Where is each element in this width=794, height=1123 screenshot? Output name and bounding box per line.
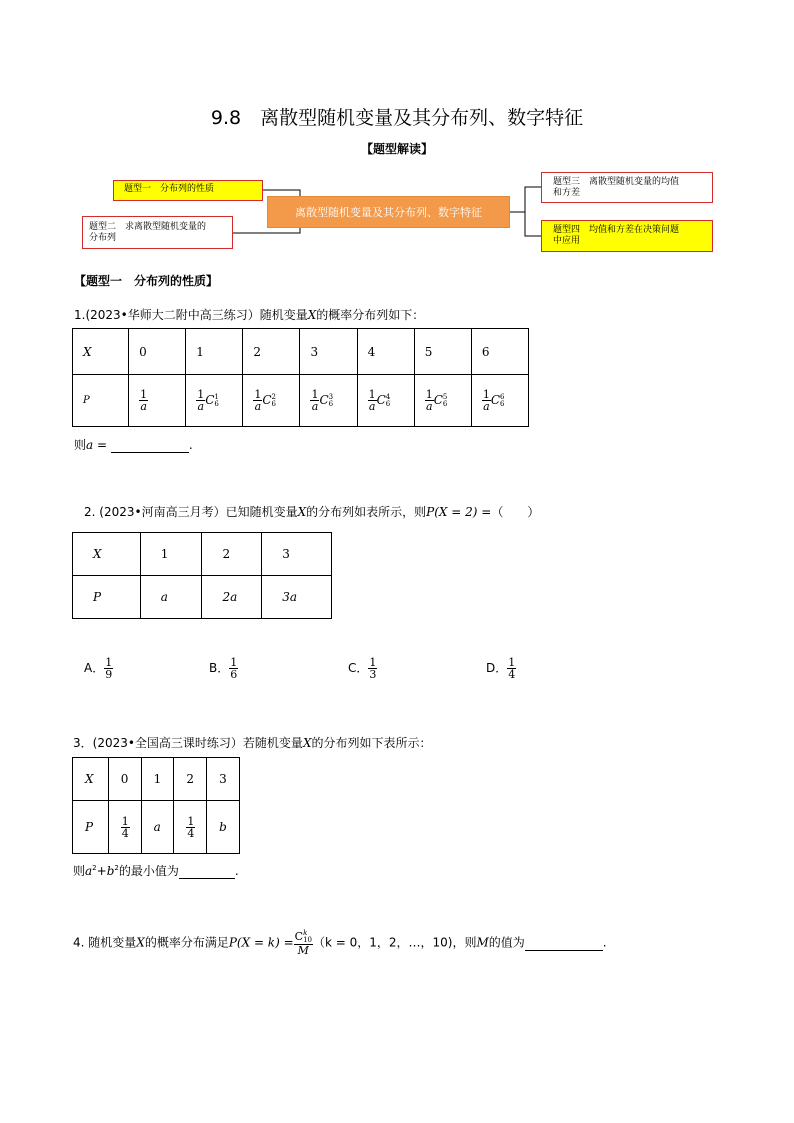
q3-x-3: 3 <box>207 758 240 801</box>
comb-sup: 5 <box>442 392 448 401</box>
mindmap-topic-4-line-2: 中应用 <box>553 236 581 246</box>
q3-answer-b: b <box>106 864 115 878</box>
q1-p-6 <box>471 375 528 427</box>
q4-range: （k = 0，1，2，…，10)，则 <box>312 935 477 950</box>
q4-expr: P(X = k) = <box>228 935 294 950</box>
comb-sub: 6 <box>385 399 391 408</box>
comb-sub: 6 <box>214 399 219 408</box>
q2-option-d-frac <box>507 657 516 680</box>
page-title: 9.8 离散型随机变量及其分布列、数字特征 <box>210 107 584 129</box>
q1-x-label: X <box>73 329 129 375</box>
comb-symbol: C <box>205 393 215 407</box>
q1-p-1 <box>186 375 243 427</box>
q1-x-3: 3 <box>300 329 357 375</box>
q2-option-a[interactable] <box>84 657 113 680</box>
frac-den: a <box>483 400 490 413</box>
mindmap-topic-3 <box>541 172 713 203</box>
q2-x-1: 2 <box>202 533 262 576</box>
frac-den: a <box>140 400 147 413</box>
q4-suffix: 的值为 <box>488 935 525 950</box>
mindmap-topic-4 <box>541 220 713 252</box>
mindmap-topic-1-text: 题型一 分布列的性质 <box>124 184 215 194</box>
q2-option-d[interactable] <box>486 657 516 680</box>
q1-stem <box>74 306 424 323</box>
comb-sup: 6 <box>500 392 505 401</box>
frac-den: a <box>254 400 262 413</box>
frac-num: 1 <box>187 814 195 828</box>
q2-option-b-label: B． <box>209 661 230 675</box>
comb-symbol: C <box>262 393 272 407</box>
frac-den: a <box>311 400 319 413</box>
q3-answer-blank[interactable] <box>179 864 235 879</box>
q3-x-2: 2 <box>174 758 207 801</box>
frac-num: 1 <box>254 388 262 401</box>
q1-x-4: 4 <box>357 329 414 375</box>
q4-frac-den: M <box>297 944 309 957</box>
q1-x-6: 6 <box>471 329 528 375</box>
comb-sub: 6 <box>442 399 448 408</box>
frac-num: 1 <box>121 814 129 828</box>
frac-num: 1 <box>425 388 433 401</box>
frac-num: 1 <box>508 656 516 669</box>
q3-answer-plus: + <box>96 864 107 878</box>
frac-den: 4 <box>121 826 129 840</box>
q2-option-b-frac <box>229 657 238 680</box>
comb-symbol: C <box>319 393 329 407</box>
q2-option-a-label: A． <box>84 661 105 675</box>
q3-x-label: X <box>73 758 109 801</box>
q1-x-1: 1 <box>186 329 243 375</box>
q1-var: X <box>307 308 317 322</box>
comb-sub: 6 <box>500 399 505 408</box>
mindmap-topic-2-line-1: 题型二 求离散型随机变量的 <box>89 222 207 232</box>
q3-prefix: 3．(2023•全国高三课时练习）若随机变量 <box>73 736 303 750</box>
q1-p-3 <box>300 375 357 427</box>
frac-num: 1 <box>311 388 319 401</box>
mindmap-topic-3-line-1: 题型三 离散型随机变量的均值 <box>553 177 680 187</box>
q3-answer-end: . <box>234 864 239 878</box>
q1-p-0-frac <box>139 389 148 412</box>
q3-row-x <box>73 758 240 801</box>
comb-sup: 2 <box>271 392 277 401</box>
frac-den: a <box>368 400 376 413</box>
q3-answer-a: a <box>85 864 93 878</box>
comb-sup: 4 <box>385 392 391 401</box>
q2-option-d-label: D． <box>486 661 508 675</box>
q3-answer-sup-a: 2 <box>92 864 97 872</box>
q2-suffix: （ ） <box>491 505 540 519</box>
q3-p-label: P <box>73 801 109 854</box>
q4-var: X <box>136 935 145 950</box>
comb-symbol: C <box>490 393 501 407</box>
comb-symbol: C <box>294 930 304 943</box>
comb-sub: 10 <box>303 936 312 944</box>
comb-sub: 6 <box>271 399 277 408</box>
q1-p-0 <box>129 375 186 427</box>
q3-suffix: 的分布列如下表所示： <box>311 736 432 750</box>
q1-p-1-frac <box>196 389 205 412</box>
comb-sup: 3 <box>328 392 334 401</box>
q3-p-0-frac <box>121 816 130 839</box>
section-heading: 【题型一 分布列的性质】 <box>74 274 219 288</box>
comb-indices <box>272 394 276 408</box>
q2-option-c[interactable] <box>348 657 377 680</box>
q1-answer-end: . <box>188 438 193 452</box>
frac-num: 1 <box>369 656 377 669</box>
q1-p-label: P <box>73 375 129 427</box>
q2-var: X <box>297 505 307 519</box>
q2-x-0: 1 <box>140 533 202 576</box>
q2-row-p <box>73 576 332 619</box>
comb-indices <box>443 394 447 408</box>
q2-row-x <box>73 533 332 576</box>
q1-row-p <box>73 375 529 427</box>
comb-symbol: C <box>433 393 443 407</box>
comb-indices <box>500 394 504 408</box>
q2-p-label: P <box>73 576 141 619</box>
q2-stem <box>84 503 539 520</box>
frac-num: 1 <box>482 388 490 401</box>
q1-p-5 <box>414 375 471 427</box>
q4-middle: 的概率分布满足 <box>144 935 229 950</box>
q2-p-1: 2a <box>202 576 262 619</box>
mindmap-center: 离散型随机变量及其分布列、数字特征 <box>267 196 510 228</box>
q1-x-5: 5 <box>414 329 471 375</box>
mindmap-topic-4-line-1: 题型四 均值和方差在决策问题 <box>553 225 680 235</box>
q3-p-1: a <box>141 801 174 854</box>
mindmap-topic-3-line-2: 和方差 <box>553 188 581 198</box>
q3-p-3: b <box>207 801 240 854</box>
q2-p-2: 3a <box>262 576 332 619</box>
q3-answer-sup-b: 2 <box>114 864 119 872</box>
q1-x-0: 0 <box>129 329 186 375</box>
q1-p-4 <box>357 375 414 427</box>
q4-answer-blank[interactable] <box>525 936 603 951</box>
frac-den: 4 <box>508 668 516 681</box>
q4-frac <box>294 930 313 956</box>
q3-answer-prefix: 则 <box>73 864 86 878</box>
q1-answer-blank[interactable] <box>111 438 189 453</box>
q1-p-2-frac <box>253 389 262 412</box>
q3-x-1: 1 <box>141 758 174 801</box>
frac-num: 1 <box>105 656 113 669</box>
q1-answer <box>74 436 193 453</box>
frac-den: 4 <box>187 826 195 840</box>
q3-p-0 <box>108 801 141 854</box>
q1-suffix: 的概率分布列如下： <box>316 308 425 322</box>
q2-middle: 的分布列如表所示，则 <box>306 505 427 519</box>
q2-prefix: 2. (2023•河南高三月考）已知随机变量 <box>84 505 298 519</box>
q3-table <box>72 757 240 854</box>
q3-answer-text: 的最小值为 <box>118 864 179 878</box>
comb-indices <box>214 394 218 408</box>
q1-p-2 <box>243 375 300 427</box>
frac-den: a <box>197 400 205 413</box>
comb-indices <box>303 930 312 944</box>
q1-answer-var: a <box>86 438 94 452</box>
q2-p-0: a <box>140 576 202 619</box>
q2-table <box>72 532 332 619</box>
q4-prefix: 4. 随机变量 <box>73 935 137 950</box>
frac-den: 9 <box>105 668 113 681</box>
q4-frac-num <box>294 930 313 945</box>
q2-option-c-frac <box>368 657 377 680</box>
q4-end: . <box>602 935 607 950</box>
mindmap-topic-1 <box>113 180 263 201</box>
q3-row-p <box>73 801 240 854</box>
comb-sup: 1 <box>214 392 219 401</box>
frac-num: 1 <box>368 388 376 401</box>
q2-option-a-frac <box>104 657 113 680</box>
frac-num: 1 <box>197 388 205 401</box>
frac-den: a <box>425 400 433 413</box>
mindmap-topic-2 <box>82 216 233 249</box>
q1-p-5-frac <box>425 389 434 412</box>
q2-expr: P(X = 2) = <box>426 505 492 519</box>
q2-x-label: X <box>73 533 141 576</box>
q1-row-x <box>73 329 529 375</box>
q3-p-2-frac <box>186 816 195 839</box>
comb-indices <box>386 394 390 408</box>
comb-sup: k <box>303 929 308 937</box>
q1-prefix: 1.(2023•华师大二附中高三练习）随机变量 <box>74 308 308 322</box>
page-subtitle: 【题型解读】 <box>360 142 433 156</box>
q1-table <box>72 328 529 427</box>
q1-answer-prefix: 则 <box>74 438 87 452</box>
q3-p-2 <box>174 801 207 854</box>
comb-sub: 6 <box>328 399 334 408</box>
frac-num: 1 <box>140 388 148 401</box>
comb-symbol: C <box>376 393 386 407</box>
q2-option-c-label: C． <box>348 661 369 675</box>
q3-var: X <box>302 736 312 750</box>
q1-x-2: 2 <box>243 329 300 375</box>
comb-indices <box>329 394 333 408</box>
q1-p-4-frac <box>368 389 377 412</box>
q3-answer <box>73 862 239 879</box>
q3-stem <box>73 734 432 751</box>
frac-den: 6 <box>230 668 238 681</box>
mindmap-connectors <box>0 0 794 300</box>
frac-den: 3 <box>369 668 377 681</box>
q2-option-b[interactable] <box>209 657 238 680</box>
q4-var2: M <box>476 935 489 950</box>
q1-p-6-frac <box>482 389 491 412</box>
q2-x-2: 3 <box>262 533 332 576</box>
frac-num: 1 <box>230 656 238 669</box>
mindmap-topic-2-line-2: 分布列 <box>89 233 117 243</box>
q3-x-0: 0 <box>108 758 141 801</box>
q1-answer-eq: = <box>93 438 111 452</box>
q4-stem <box>73 930 607 956</box>
